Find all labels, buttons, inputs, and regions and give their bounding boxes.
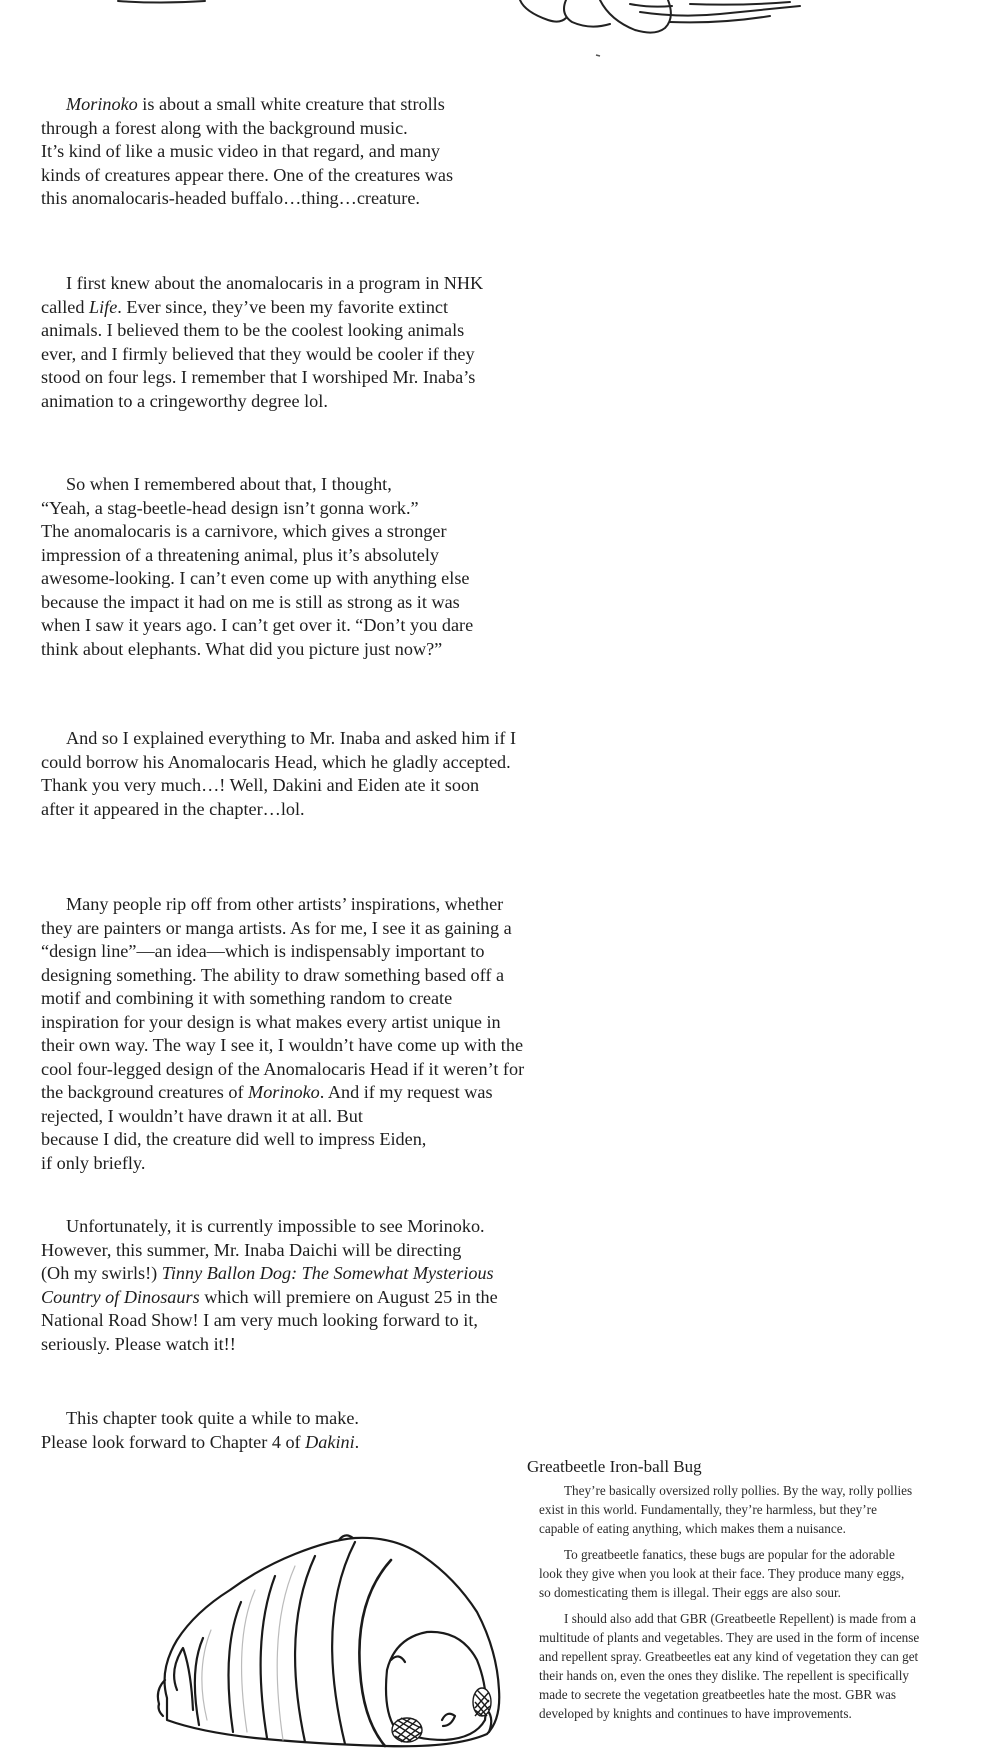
text-run: The anomalocaris is a carnivore, which gives a stronger (41, 521, 447, 541)
paragraph-line (41, 140, 581, 164)
text-run: because the impact it had on me is still as strong as it was (41, 591, 460, 612)
sidebar-paragraph-line: developed by knights and continues to have improvements. (539, 1706, 852, 1721)
sidebar-paragraph (539, 1609, 997, 1723)
paragraph-line (41, 987, 581, 1011)
paragraph-line (41, 774, 581, 798)
paragraph-line (41, 751, 581, 775)
paragraph-line (41, 1407, 581, 1431)
paragraph (41, 1215, 581, 1356)
text-run: kinds of creatures appear there. One of the creatures was (41, 164, 454, 185)
text-run: think about elephants. What did you picture just now?” (41, 638, 443, 659)
paragraph-line (41, 117, 581, 141)
sidebar-paragraph-line: and repellent spray. Greatbeetles eat any kind of vegetation they can get (539, 1649, 919, 1664)
top-sketch-illustration (0, 0, 1000, 70)
text-run: rejected, I wouldn’t have drawn it at all. But (41, 1105, 363, 1126)
sidebar-paragraph-line: so domesticating them is illegal. Their eggs are also sour. (539, 1585, 841, 1600)
text-run: This chapter took quite a while to make. (66, 1408, 359, 1428)
paragraph-line (41, 591, 581, 615)
italic-title-text: Tinny Ballon Dog: The Somewhat Mysterious (161, 1263, 494, 1283)
paragraph (41, 473, 581, 661)
paragraph-line (41, 187, 581, 211)
text-run: this anomalocaris-headed buffalo…thing…creature. (41, 188, 420, 208)
paragraph-line (41, 390, 581, 414)
italic-title-text: Life (88, 296, 118, 317)
paragraph-line (41, 940, 581, 964)
paragraph (41, 893, 581, 1175)
text-run: I first knew about the anomalocaris in a program in NHK (66, 273, 484, 293)
sidebar-title: Greatbeetle Iron-ball Bug (527, 1457, 702, 1476)
paragraph-line (41, 544, 581, 568)
text-run: seriously. Please watch it!! (41, 1333, 236, 1354)
paragraph-line (41, 798, 581, 822)
paragraph-line (41, 296, 581, 320)
sidebar-note (527, 1457, 997, 1730)
text-run: ever, and I firmly believed that they would be cooler if they (41, 343, 475, 364)
text-run: Please look forward to Chapter 4 of (41, 1431, 306, 1452)
text-run: However, this summer, Mr. Inaba Daichi will be directing (41, 1239, 462, 1260)
paragraph-line (41, 1309, 581, 1333)
text-run: through a forest along with the background music. (41, 117, 408, 138)
sidebar-paragraph (539, 1481, 997, 1538)
paragraph-line (41, 567, 581, 591)
italic-title-text: Morinoko (66, 94, 138, 114)
paragraph-line (41, 272, 581, 296)
paragraph-line (41, 638, 581, 662)
text-run: after it appeared in the chapter…lol. (41, 798, 305, 819)
paragraph-line (41, 1215, 581, 1239)
text-run: the background creatures of (41, 1082, 249, 1102)
text-run: if only briefly. (41, 1152, 146, 1173)
paragraph-line (41, 917, 581, 941)
paragraph-line (41, 1239, 581, 1263)
text-run: stood on four legs. I remember that I worshiped Mr. Inaba’s (41, 367, 476, 387)
paragraph-line (41, 964, 581, 988)
text-run: which will premiere on August 25 in the (199, 1286, 498, 1307)
text-run: . (354, 1431, 360, 1452)
text-run: designing something. The ability to draw something based off a (41, 964, 505, 985)
paragraph-line (41, 1262, 581, 1286)
sidebar-paragraph-line: their hands on, even the ones they dislike. The repellent is specifically (539, 1668, 909, 1683)
sidebar-paragraph-line: look they give when you look at their face. They produce many eggs, (539, 1566, 905, 1581)
text-run: It’s kind of like a music video in that regard, and many (41, 141, 441, 161)
paragraph-line (41, 1152, 581, 1176)
greatbeetle-sketch-illustration (155, 1520, 515, 1750)
paragraph-line (41, 366, 581, 390)
paragraph-line (41, 343, 581, 367)
paragraph-line (41, 1081, 581, 1105)
text-run: (Oh my swirls!) (41, 1263, 162, 1283)
text-run: . And if my request was (319, 1082, 493, 1102)
sidebar-paragraph-line: capable of eating anything, which makes them a nuisance. (539, 1521, 846, 1536)
paragraph-line (41, 473, 581, 497)
text-run: because I did, the creature did well to impress Eiden, (41, 1129, 427, 1149)
paragraph (41, 93, 581, 211)
text-run: So when I remembered about that, I thought, (66, 474, 392, 494)
text-run: when I saw it years ago. I can’t get over it. “Don’t you dare (41, 615, 474, 635)
paragraph-line (41, 1058, 581, 1082)
paragraph-line (41, 1011, 581, 1035)
text-run: they are painters or manga artists. As for me, I see it as gaining a (41, 917, 512, 938)
sidebar-paragraph-line: To greatbeetle fanatics, these bugs are popular for the adorable (564, 1547, 895, 1562)
sidebar-paragraph (539, 1545, 997, 1602)
paragraph (41, 1407, 581, 1454)
paragraph-line (41, 614, 581, 638)
paragraph (41, 272, 581, 413)
text-run: inspiration for your design is what makes every artist unique in (41, 1011, 501, 1032)
text-run: awesome-looking. I can’t even come up with anything else (41, 568, 470, 588)
text-run: “Yeah, a stag-beetle-head design isn’t gonna work.” (41, 497, 419, 518)
paragraph-line (41, 497, 581, 521)
text-run: Unfortunately, it is currently impossible to see Morinoko. (66, 1216, 485, 1236)
paragraph-line (41, 93, 581, 117)
paragraph-line (41, 164, 581, 188)
text-run: motif and combining it with something random to create (41, 988, 453, 1008)
paragraph-line (41, 319, 581, 343)
text-run: Many people rip off from other artists’ inspirations, whether (66, 894, 504, 914)
text-run: cool four-legged design of the Anomalocaris Head if it weren’t for (41, 1058, 525, 1079)
paragraph-line (41, 1034, 581, 1058)
text-run: called (41, 296, 89, 317)
paragraph-line (41, 1105, 581, 1129)
italic-title-text: Country of Dinosaurs (41, 1286, 200, 1307)
sidebar-paragraph-line: made to secrete the vegetation greatbeetles hate the most. GBR was (539, 1687, 897, 1702)
paragraph-line (41, 893, 581, 917)
text-run: Thank you very much…! Well, Dakini and Eiden ate it soon (41, 775, 480, 795)
paragraph-line (41, 1431, 581, 1455)
text-run: animals. I believed them to be the coolest looking animals (41, 320, 465, 340)
italic-title-text: Dakini (305, 1431, 355, 1452)
paragraph-line (41, 1333, 581, 1357)
text-run: could borrow his Anomalocaris Head, which he gladly accepted. (41, 751, 511, 772)
sidebar-paragraph-line: I should also add that GBR (Greatbeetle Repellent) is made from a (564, 1611, 916, 1626)
sidebar-paragraph-line: exist in this world. Fundamentally, they’re harmless, but they’re (539, 1502, 877, 1517)
text-run: animation to a cringeworthy degree lol. (41, 390, 328, 411)
text-run: is about a small white creature that strolls (137, 94, 445, 114)
text-run: their own way. The way I see it, I wouldn’t have come up with the (41, 1035, 524, 1055)
sidebar-paragraph-line: multitude of plants and vegetables. They are used in the form of incense (539, 1630, 920, 1645)
text-run: National Road Show! I am very much looking forward to it, (41, 1310, 478, 1330)
paragraph-line (41, 727, 581, 751)
text-run: . Ever since, they’ve been my favorite extinct (117, 296, 449, 317)
text-run: And so I explained everything to Mr. Inaba and asked him if I (66, 728, 517, 748)
sidebar-paragraph-line: They’re basically oversized rolly pollies. By the way, rolly pollies (564, 1483, 913, 1498)
paragraph (41, 727, 581, 821)
paragraph-line (41, 1286, 581, 1310)
text-run: “design line”—an idea—which is indispensably important to (41, 941, 485, 961)
paragraph-line (41, 1128, 581, 1152)
text-run: impression of a threatening animal, plus it’s absolutely (41, 544, 440, 565)
italic-title-text: Morinoko (248, 1082, 320, 1102)
paragraph-line (41, 520, 581, 544)
